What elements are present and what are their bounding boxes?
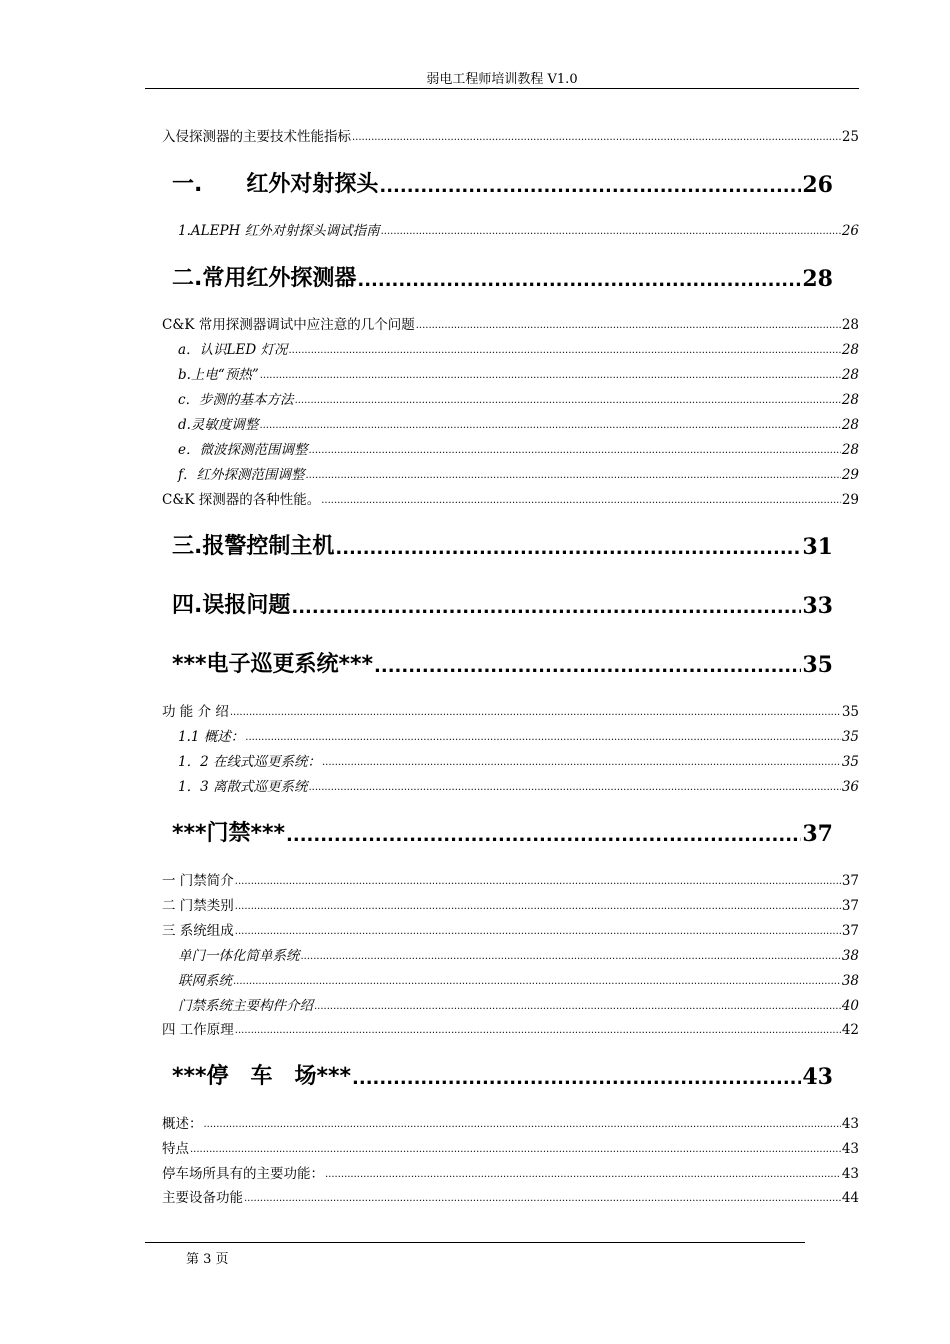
toc-entry-title: 1.1 概述： — [178, 729, 245, 745]
toc-entry[interactable] — [162, 1021, 859, 1039]
toc-heading-entry[interactable] — [172, 591, 833, 621]
toc-page-number: 28 — [841, 317, 859, 333]
toc-entry-title: C&K 探测器的各种性能。 — [162, 492, 321, 508]
toc-entry-title: 一. 红外对射探头 — [172, 172, 379, 197]
toc-heading-entry[interactable] — [172, 1062, 833, 1092]
toc-entry-title: 入侵探测器的主要技术性能指标 — [162, 129, 351, 145]
toc-entry[interactable] — [162, 872, 859, 890]
toc-page-number: 37 — [802, 821, 833, 847]
toc-leader-dots — [245, 730, 841, 746]
toc-entry[interactable] — [178, 778, 859, 796]
toc-page-number: 28 — [841, 392, 859, 408]
toc-page-number: 40 — [841, 998, 859, 1014]
toc-entry-title: 停车场所具有的主要功能： — [162, 1166, 324, 1182]
toc-leader-dots — [286, 823, 801, 849]
toc-entry-title: d.灵敏度调整 — [178, 417, 259, 433]
toc-entry[interactable] — [162, 1140, 859, 1158]
toc-entry[interactable] — [178, 466, 859, 484]
toc-leader-dots — [235, 1023, 841, 1039]
toc-page-number: 35 — [802, 652, 833, 678]
toc-leader-dots — [306, 468, 841, 484]
toc-entry-title: 门禁系统主要构件介绍 — [178, 998, 313, 1014]
toc-page-number: 36 — [841, 779, 859, 795]
toc-page-number: 44 — [841, 1190, 859, 1206]
toc-page-number: 43 — [802, 1064, 833, 1090]
toc-page-number: 31 — [802, 534, 833, 560]
toc-heading-entry[interactable] — [172, 532, 833, 562]
toc-entry-title: 1．2 在线式巡更系统： — [178, 754, 321, 770]
toc-page-number: 25 — [841, 129, 859, 145]
toc-leader-dots — [233, 974, 841, 990]
toc-leader-dots — [301, 949, 841, 965]
toc-page-number: 29 — [841, 467, 859, 483]
toc-leader-dots — [244, 1191, 841, 1207]
toc-leader-dots — [335, 536, 801, 562]
toc-page-number: 35 — [841, 754, 859, 770]
toc-leader-dots — [357, 268, 801, 294]
toc-entry[interactable] — [162, 491, 859, 509]
toc-leader-dots — [381, 224, 841, 240]
toc-entry[interactable] — [178, 728, 859, 746]
toc-entry-title: 二.常用红外探测器 — [172, 266, 357, 291]
toc-entry[interactable] — [162, 1115, 859, 1133]
toc-leader-dots — [235, 899, 841, 915]
toc-entry-title: b.上电“预热” — [178, 367, 259, 383]
toc-leader-dots — [416, 318, 841, 334]
toc-page-number: 38 — [841, 973, 859, 989]
toc-leader-dots — [204, 1117, 841, 1133]
toc-heading-entry[interactable] — [172, 650, 833, 680]
toc-entry[interactable] — [178, 341, 859, 359]
toc-leader-dots — [322, 755, 841, 771]
toc-page-number: 29 — [841, 492, 859, 508]
toc-entry[interactable] — [178, 416, 859, 434]
toc-page-number: 28 — [802, 266, 833, 292]
toc-entry[interactable] — [178, 441, 859, 459]
toc-entry[interactable] — [162, 1189, 859, 1207]
toc-entry[interactable] — [178, 391, 859, 409]
toc-heading-entry[interactable] — [172, 819, 833, 849]
toc-heading-entry[interactable] — [172, 264, 833, 294]
toc-entry[interactable] — [162, 316, 859, 334]
toc-page-number: 38 — [841, 948, 859, 964]
toc-entry[interactable] — [178, 222, 859, 240]
toc-leader-dots — [260, 368, 841, 384]
toc-page-number: 26 — [802, 172, 833, 198]
toc-page-number: 43 — [841, 1141, 859, 1157]
toc-page-number: 33 — [802, 593, 833, 619]
toc-entry[interactable] — [178, 947, 859, 965]
toc-leader-dots — [235, 924, 841, 940]
toc-entry-title: 特点 — [162, 1141, 189, 1157]
toc-leader-dots — [235, 874, 841, 890]
toc-entry[interactable] — [162, 922, 859, 940]
toc-entry[interactable] — [178, 753, 859, 771]
toc-leader-dots — [230, 705, 841, 721]
toc-leader-dots — [295, 393, 841, 409]
footer-rule — [145, 1242, 805, 1243]
toc-page-number: 43 — [841, 1116, 859, 1132]
toc-leader-dots — [321, 493, 841, 509]
toc-entry-title: 三.报警控制主机 — [172, 534, 335, 559]
toc-entry-title: C&K 常用探测器调试中应注意的几个问题 — [162, 317, 415, 333]
toc-entry-title: e．微波探测范围调整 — [178, 442, 308, 458]
toc-entry-title: 1.ALEPH 红外对射探头调试指南 — [178, 223, 380, 239]
toc-leader-dots — [352, 130, 841, 146]
toc-leader-dots — [309, 443, 841, 459]
toc-entry-title: 四 工作原理 — [162, 1022, 234, 1038]
toc-entry-title: 功 能 介 绍 — [162, 704, 229, 720]
toc-entry-title: 概述： — [162, 1116, 203, 1132]
toc-leader-dots — [379, 174, 801, 200]
toc-page-number: 37 — [841, 873, 859, 889]
toc-entry-title: 三 系统组成 — [162, 923, 234, 939]
toc-leader-dots — [291, 595, 801, 621]
toc-entry-title: 1．3 离散式巡更系统 — [178, 779, 308, 795]
toc-leader-dots — [190, 1142, 841, 1158]
toc-page-number: 35 — [841, 729, 859, 745]
toc-entry[interactable] — [162, 703, 859, 721]
toc-entry-title: 单门一体化简单系统 — [178, 948, 300, 964]
toc-page-number: 28 — [841, 342, 859, 358]
toc-page-number: 43 — [841, 1166, 859, 1182]
toc-entry[interactable] — [162, 128, 859, 146]
toc-page-number: 37 — [841, 923, 859, 939]
toc-page-number: 26 — [841, 223, 859, 239]
toc-entry-title: 四.误报问题 — [172, 593, 291, 618]
toc-entry[interactable] — [178, 972, 859, 990]
toc-entry[interactable] — [178, 997, 859, 1015]
toc-page-number: 35 — [841, 704, 859, 720]
toc-leader-dots — [325, 1167, 841, 1183]
toc-entry-title: 主要设备功能 — [162, 1190, 243, 1206]
toc-entry-title: f．红外探测范围调整 — [178, 467, 305, 483]
toc-entry-title: 二 门禁类别 — [162, 898, 234, 914]
toc-page-number: 28 — [841, 417, 859, 433]
toc-leader-dots — [308, 780, 840, 796]
toc-entry-title: ***电子巡更系统*** — [172, 652, 374, 677]
toc-entry[interactable] — [178, 366, 859, 384]
toc-entry-title: ***门禁*** — [172, 821, 286, 846]
page-header-title: 弱电工程师培训教程 V1.0 — [426, 72, 578, 87]
toc-page-number: 28 — [841, 367, 859, 383]
page-number: 第 3 页 — [186, 1252, 229, 1267]
toc-entry-title: c．步测的基本方法 — [178, 392, 294, 408]
toc-entry-title: ***停 车 场*** — [172, 1064, 352, 1089]
toc-leader-dots — [374, 654, 801, 680]
toc-leader-dots — [288, 343, 840, 359]
toc-entry-title: 联网系统 — [178, 973, 232, 989]
toc-entry[interactable] — [162, 897, 859, 915]
toc-leader-dots — [352, 1066, 801, 1092]
toc-page-number: 28 — [841, 442, 859, 458]
toc-entry-title: a．认识LED 灯况 — [178, 342, 288, 358]
toc-page-number: 37 — [841, 898, 859, 914]
toc-leader-dots — [259, 418, 840, 434]
toc-entry[interactable] — [162, 1165, 859, 1183]
toc-page-number: 42 — [841, 1022, 859, 1038]
toc-entry-title: 一 门禁简介 — [162, 873, 234, 889]
toc-heading-entry[interactable] — [172, 170, 833, 200]
toc-leader-dots — [314, 999, 841, 1015]
